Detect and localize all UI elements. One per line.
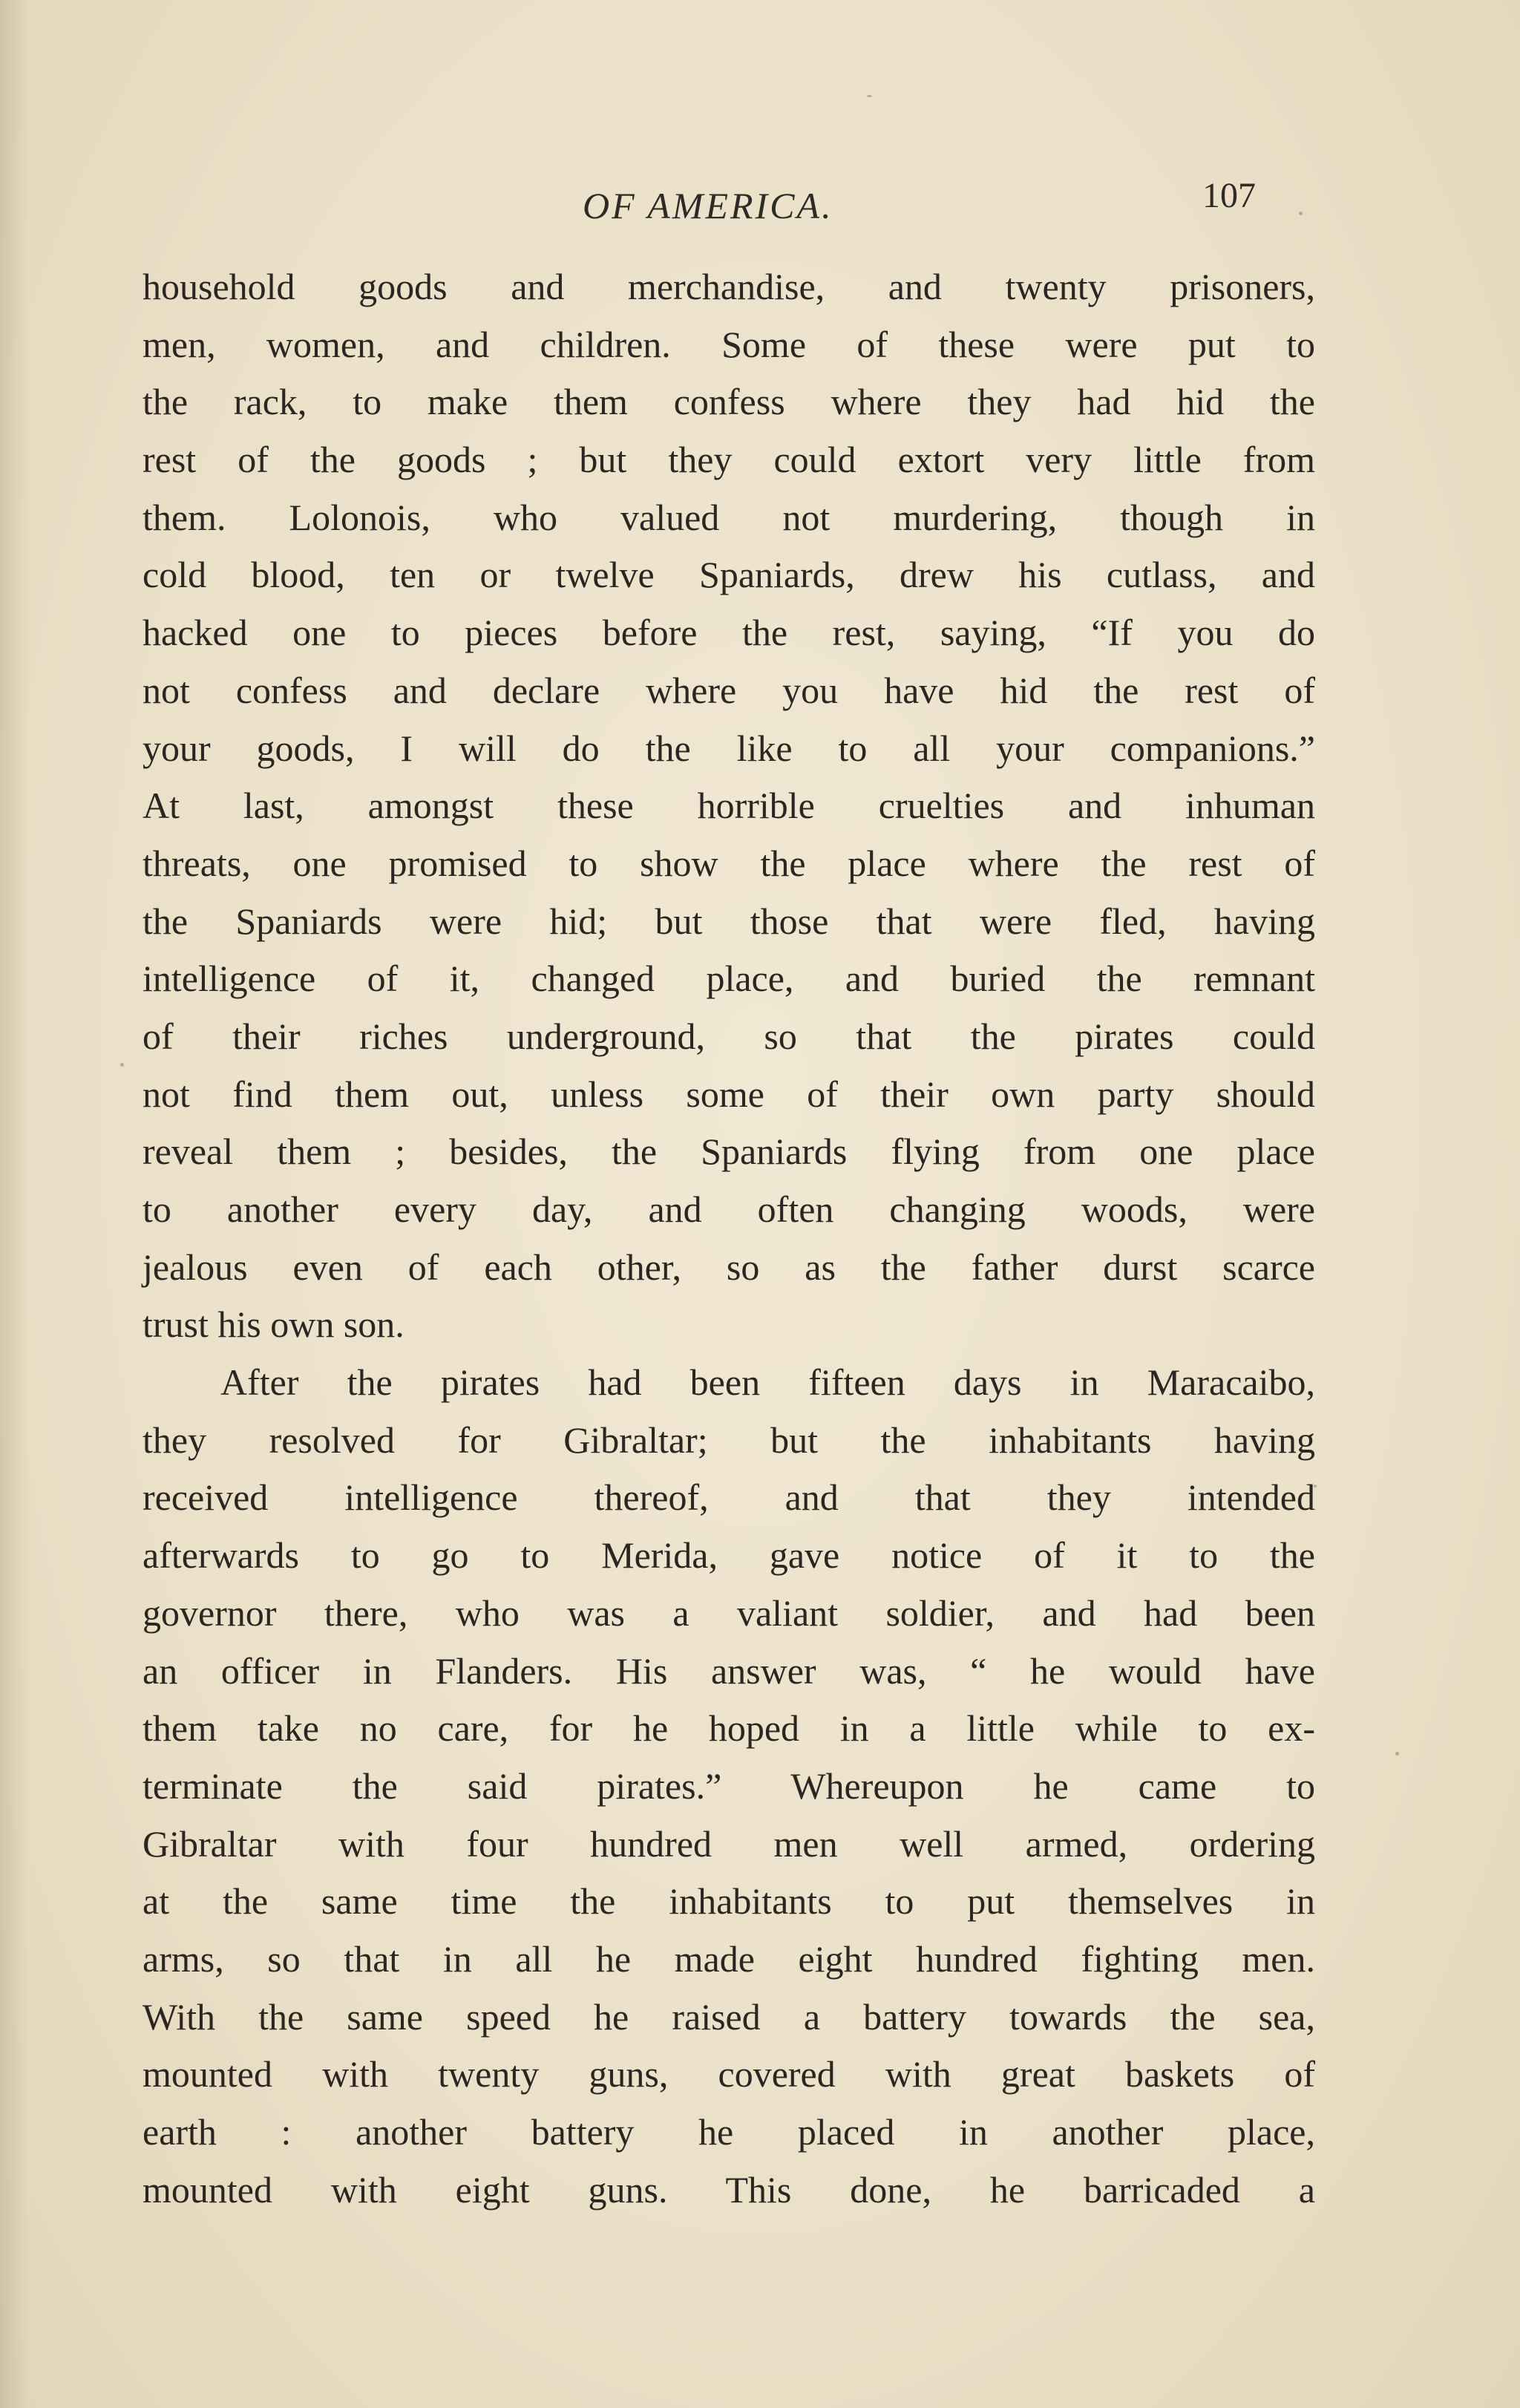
paper-speck — [867, 95, 872, 97]
paper-speck — [1299, 212, 1303, 215]
text-line: your goods, I will do the like to all your companions.” — [142, 727, 1315, 769]
text-line: household goods and merchandise, and twenty prisoners, — [142, 266, 1315, 307]
paragraph-end-line: trust his own son. — [142, 1303, 404, 1346]
text-line: to another every day, and often changing woods, were — [142, 1188, 1315, 1230]
text-line: not confess and declare where you have hid the rest of — [142, 669, 1315, 711]
running-title: OF AMERICA. — [583, 185, 833, 226]
text-line: an officer in Flanders. His answer was, “ he would have — [142, 1649, 1315, 1692]
text-line: the rack, to make them confess where they had hid the — [142, 381, 1315, 423]
text-line: cold blood, ten or twelve Spaniards, drew his cutlass, and — [142, 554, 1315, 596]
text-line: intelligence of it, changed place, and buried the remnant — [142, 958, 1315, 1000]
text-line: threats, one promised to show the place where the rest of — [142, 842, 1315, 884]
text-line: mounted with eight guns. This done, he barricaded a — [142, 2168, 1315, 2211]
text-line: received intelligence thereof, and that they intended — [142, 1476, 1315, 1519]
text-line: At last, amongst these horrible cruelties and inhuman — [142, 785, 1315, 827]
text-line: them take no care, for he hoped in a little while to ex- — [142, 1707, 1315, 1750]
running-head — [0, 176, 1520, 243]
text-line: at the same time the inhabitants to put themselves in — [142, 1880, 1315, 1923]
text-line: reveal them ; besides, the Spaniards flying from one place — [142, 1131, 1315, 1173]
text-line: rest of the goods ; but they could extort very little from — [142, 439, 1315, 481]
body-text — [142, 258, 1315, 2219]
text-line: mounted with twenty guns, covered with great baskets of — [142, 2053, 1315, 2095]
paragraph-start-line: After the pirates had been fifteen days in Maracaibo, — [220, 1361, 1315, 1404]
page-number: 107 — [1202, 176, 1256, 215]
text-line: With the same speed he raised a battery towards the sea, — [142, 1995, 1315, 2038]
text-line: afterwards to go to Merida, gave notice of it to the — [142, 1534, 1315, 1577]
text-line: they resolved for Gibraltar; but the inhabitants having — [142, 1419, 1315, 1461]
paper-speck — [120, 1063, 124, 1067]
text-line: governor there, who was a valiant soldier, and had been — [142, 1591, 1315, 1634]
text-line: men, women, and children. Some of these were put to — [142, 323, 1315, 365]
text-line: Gibraltar with four hundred men well armed, ordering — [142, 1822, 1315, 1865]
text-line: hacked one to pieces before the rest, saying, “If you do — [142, 612, 1315, 654]
text-line: them. Lolonois, who valued not murdering, though in — [142, 496, 1315, 538]
text-line: the Spaniards were hid; but those that were fled, having — [142, 900, 1315, 942]
paper-speck — [1314, 1485, 1317, 1488]
text-line: arms, so that in all he made eight hundred fighting men. — [142, 1937, 1315, 1980]
paper-speck — [1395, 1752, 1399, 1756]
text-line: earth : another battery he placed in another place, — [142, 2111, 1315, 2153]
text-line: not find them out, unless some of their own party should — [142, 1073, 1315, 1115]
text-line: jealous even of each other, so as the father durst scarce — [142, 1246, 1315, 1288]
text-line: of their riches underground, so that the pirates could — [142, 1015, 1315, 1057]
text-line: terminate the said pirates.” Whereupon he came to — [142, 1764, 1315, 1807]
